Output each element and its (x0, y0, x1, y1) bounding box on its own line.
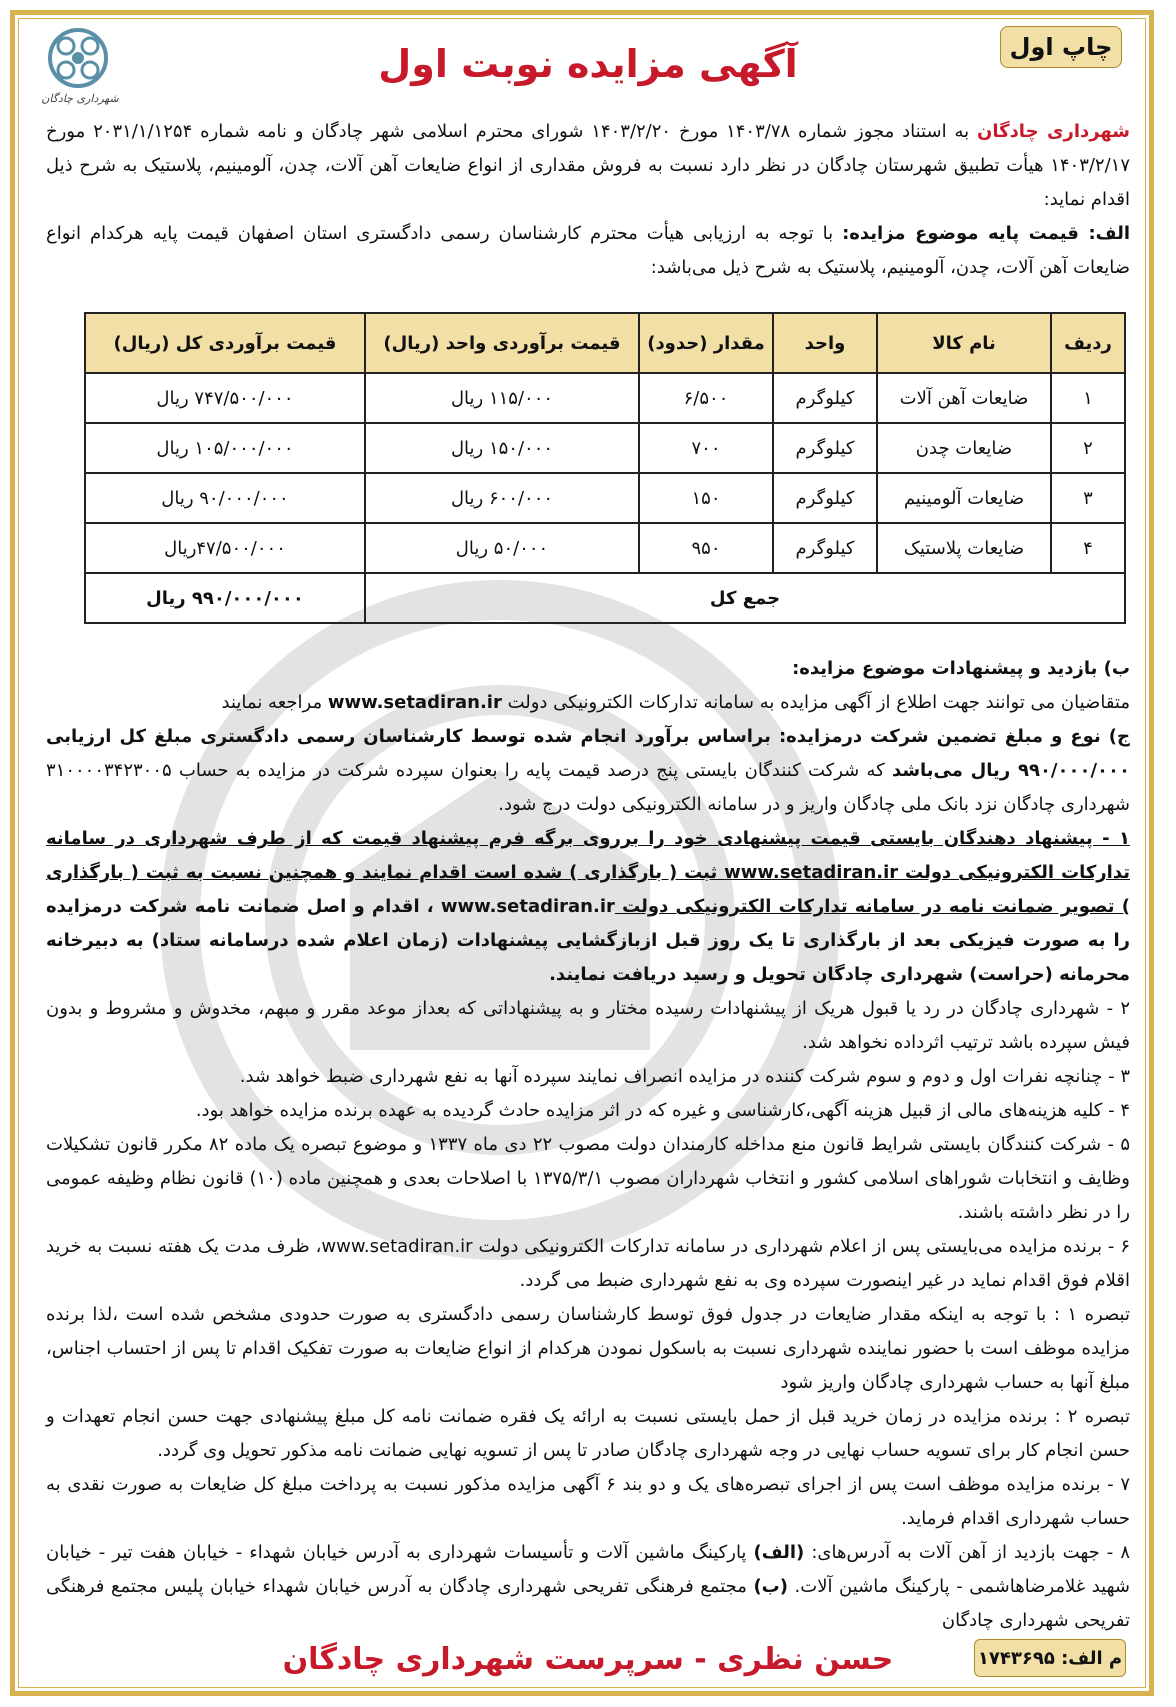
clause-6-part1: ۶ - برنده مزایده می‌بایستی پس از اعلام شهرداری در سامانه تدارکات الکترونیکی دولت (472, 1236, 1130, 1257)
cell-row-num: ۲ (1051, 423, 1125, 473)
section-b-text2: مراجعه نمایند (221, 692, 328, 713)
section-c-bold-text: براساس برآورد انجام شده توسط کارشناسان رسمی دادگستری مبلغ کل ارزیابی ۹۹۰/۰۰۰/۰۰۰ ریال می‌باشد (46, 726, 1130, 781)
section-a-heading: الف: قیمت پایه موضوع مزایده: (842, 223, 1131, 244)
clause-1 (46, 822, 1130, 992)
cell-qty: ۶/۵۰۰ (639, 373, 773, 423)
clause-8-part2: پارکینگ ماشین آلات و تأسیسات شهرداری به آدرس خیابان شهداء - خیابان هفت تیر - خیابان شهید غلامرضاهاشمی - پارکینگ ماشین آلات. (46, 1542, 1130, 1597)
cell-qty: ۹۵۰ (639, 523, 773, 573)
section-b-paragraph (46, 686, 1130, 720)
clause-8 (46, 1536, 1130, 1638)
clause-8-part1: ۸ - جهت بازدید از آهن آلات به آدرس‌های: (804, 1542, 1130, 1563)
clause-6 (46, 1230, 1130, 1298)
setadiran-link[interactable]: www.setadiran.ir (321, 1236, 473, 1257)
clause-2: ۲ - شهرداری چادگان در رد یا قبول هریک از پیشنهادات رسیده مختار و به پیشنهاداتی که بعداز موعد مقرر و مبهم، مخدوش و مشروط و بدون فیش سپرده باشد ترتیب اثرداده نخواهد شد. (46, 998, 1130, 1053)
clause-5: ۵ - شرکت کنندگان بایستی شرایط قانون منع مداخله کارمندان دولت مصوب ۲۲ دی ماه ۱۳۳۷ و موضوع تبصره یک ماده ۸۲ مکرر قانون تشکیلات وظایف و انتخابات شوراهای اسلامی کشور و انتخاب شهرداران مصوب ۱۳۷۵/۳/۱ با اصلاحات بعدی و همچنین ماده (۱۰) قانون نظام وظیفه عمومی را در نظر داشته باشند. (46, 1134, 1131, 1223)
clause-1-part2: ثبت ( بارگذاری ) شده است اقدام نمایند و همچنین نسبت به ثبت ( بارگذاری ) تصویر ضمانت نامه در سامانه تدارکات الکترونیکی دولت (46, 862, 1130, 917)
cell-row-num: ۳ (1051, 473, 1125, 523)
setadiran-link[interactable]: www.setadiran.ir (440, 896, 615, 917)
intro-text: به استناد مجوز شماره ۱۴۰۳/۷۸ مورخ ۱۴۰۳/۲/۲۰ شورای محترم اسلامی شهر چادگان و نامه شماره ۲۰۳۱/۱/۱۲۵۴ مورخ ۱۴۰۳/۲/۱۷ هیأت تطبیق شهرستان چادگان در نظر دارد نسبت به فروش مقداری از انواع ضایعات آهن آلات، چدن، آلومینیم، پلاستیک به شرح ذیل اقدام نماید: (46, 121, 1130, 210)
section-a-text: با توجه به ارزیابی هیأت محترم کارشناسان رسمی دادگستری استان اصفهان قیمت پایه هرکدام انواع ضایعات آهن آلات، چدن، آلومینیم، پلاستیک به شرح ذیل می‌باشد: (46, 223, 1130, 278)
clause-3: ۳ - چنانچه نفرات اول و دوم و سوم شرکت کننده در مزایده انصراف نمایند سپرده آنها به نفع شهرداری ضبط خواهد شد. (239, 1066, 1130, 1087)
intro-block (46, 115, 1130, 285)
header-unit: واحد (773, 313, 877, 373)
cell-unit: کیلوگرم (773, 423, 877, 473)
signature: حسن نظری - سرپرست شهرداری چادگان (282, 1642, 894, 1677)
table-row (85, 423, 1125, 473)
cell-unit-price: ۱۵۰/۰۰۰ ریال (365, 423, 639, 473)
clause-8-b: (ب) (753, 1576, 788, 1597)
setadiran-link[interactable]: www.setadiran.ir (724, 862, 899, 883)
logo-caption: شهرداری چادگان (41, 92, 119, 105)
clause-8-a: (الف) (753, 1542, 805, 1563)
clause-6-part2: ، ظرف مدت یک هفته نسبت به خرید اقلام فوق اقدام نماید در غیر اینصورت سپرده وی به نفع شهرداری ضبط می گردد. (46, 1236, 1130, 1291)
intro-org: شهرداری چادگان (976, 121, 1131, 142)
cell-unit-price: ۱۱۵/۰۰۰ ریال (365, 373, 639, 423)
table-row (85, 523, 1125, 573)
section-c-heading: ج) نوع و مبلغ تضمین شرکت درمزایده: (778, 726, 1130, 747)
header-row-num: ردیف (1051, 313, 1125, 373)
section-c-paragraph (46, 720, 1130, 822)
cell-item: ضایعات آهن آلات (877, 373, 1051, 423)
clause-1-part3: ، اقدام و اصل ضمانت نامه شرکت درمزایده را به صورت فیزیکی بعد از بارگذاری تا یک روز قبل ازبازگشایی پیشنهادات (زمان اعلام شده درسامانه ستاد) به دبیرخانه محرمانه (حراست) شهرداری چادگان تحویل و رسید دریافت نمایند. (46, 896, 1130, 985)
total-label: جمع کل (365, 573, 1125, 623)
notice-title: آگهی مزایده نوبت اول (378, 42, 798, 86)
cell-unit: کیلوگرم (773, 523, 877, 573)
cell-item: ضایعات آلومینیم (877, 473, 1051, 523)
cell-qty: ۷۰۰ (639, 423, 773, 473)
cell-total: ۷۴۷/۵۰۰/۰۰۰ ریال (85, 373, 365, 423)
notice-body (46, 652, 1130, 1638)
note-1: تبصره ۱ : با توجه به اینکه مقدار ضایعات در جدول فوق توسط کارشناسان رسمی دادگستری به صورت حدودی مشخص شده است ،لذا برنده مزایده موظف است با حضور نماینده شهرداری نسبت به باسکول نمودن هرکدام از انواع ضایعات به صورت تفکیک اقدام تا پس از احتساب اجناس، مبلغ آنها به حساب شهرداری چادگان واریز شود (46, 1304, 1130, 1393)
clause-4: ۴ - کلیه هزینه‌های مالی از قبیل هزینه آگهی،کارشناسی و غیره که در اثر مزایده حادث گردیده به عهده برنده مزایده خواهد بود. (195, 1100, 1130, 1121)
clause-7: ۷ - برنده مزایده موظف است پس از اجرای تبصره‌های یک و دو بند ۶ آگهی مزایده مذکور نسبت به پرداخت مبلغ کل ضایعات به صورت نقدی به حساب شهرداری اقدام فرماید. (46, 1474, 1131, 1529)
print-badge: چاپ اول (1000, 26, 1122, 68)
clause-1-part1: ۱ - پیشنهاد دهندگان بایستی قیمت پیشنهادی خود را برروی برگه فرم پیشنهاد قیمت که از طرف شهرداری در سامانه تدارکات الکترونیکی دولت (46, 828, 1130, 883)
section-a-paragraph (46, 217, 1130, 285)
section-b-text1: متقاضیان می توانند جهت اطلاع از آگهی مزایده به سامانه تدارکات الکترونیکی دولت (501, 692, 1130, 713)
cell-unit-price: ۵۰/۰۰۰ ریال (365, 523, 639, 573)
cell-unit-price: ۶۰۰/۰۰۰ ریال (365, 473, 639, 523)
header-item: نام کالا (877, 313, 1051, 373)
clause-8-part3: مجتمع فرهنگی تفریحی شهرداری چادگان به آدرس خیابان شهداء خیابان پلیس مجتمع فرهنگی تفریحی شهرداری چادگان (46, 1576, 1130, 1631)
table-row (85, 373, 1125, 423)
cell-total: ۹۰/۰۰۰/۰۰۰ ریال (85, 473, 365, 523)
cell-row-num: ۱ (1051, 373, 1125, 423)
header-qty: مقدار (حدود) (639, 313, 773, 373)
notice-code: م الف: ۱۷۴۳۶۹۵ (974, 1639, 1126, 1677)
cell-unit: کیلوگرم (773, 373, 877, 423)
cell-qty: ۱۵۰ (639, 473, 773, 523)
cell-total: ۱۰۵/۰۰۰/۰۰۰ ریال (85, 423, 365, 473)
header-total: قیمت برآوردی کل (ریال) (85, 313, 365, 373)
note-2: تبصره ۲ : برنده مزایده در زمان خرید قبل از حمل بایستی نسبت به ارائه یک فقره ضمانت نامه کل مبلغ پیشنهادی جهت حسن انجام تعهدات و حسن انجام کار برای تسویه حساب نهایی در وجه شهرداری چادگان صادر تا پس از تسویه نهایی ضمانت نامه مذکور تحویل وی گردد. (46, 1406, 1130, 1461)
cell-total: ۴۷/۵۰۰/۰۰۰ریال (85, 523, 365, 573)
table-header-row (85, 313, 1125, 373)
header-unit-price: قیمت برآوردی واحد (ریال) (365, 313, 639, 373)
table-row (85, 473, 1125, 523)
cell-unit: کیلوگرم (773, 473, 877, 523)
cell-item: ضایعات چدن (877, 423, 1051, 473)
total-value: ۹۹۰/۰۰۰/۰۰۰ ریال (85, 573, 365, 623)
items-table (84, 312, 1126, 624)
cell-row-num: ۴ (1051, 523, 1125, 573)
section-b-heading: ب) بازدید و پیشنهادات موضوع مزایده: (792, 658, 1130, 679)
setadiran-link[interactable]: www.setadiran.ir (327, 692, 502, 713)
cell-item: ضایعات پلاستیک (877, 523, 1051, 573)
section-c-text: که شرکت کنندگان بایستی پنج درصد قیمت پایه را بعنوان سپرده شرکت در مزایده به حساب ۳۱۰۰۰۰۳۴۲۳۰۰۵ شهرداری چادگان نزد بانک ملی چادگان واریز و در سامانه الکترونیکی دولت درج شود. (46, 760, 1130, 815)
table-total-row (85, 573, 1125, 623)
intro-paragraph (46, 115, 1130, 217)
